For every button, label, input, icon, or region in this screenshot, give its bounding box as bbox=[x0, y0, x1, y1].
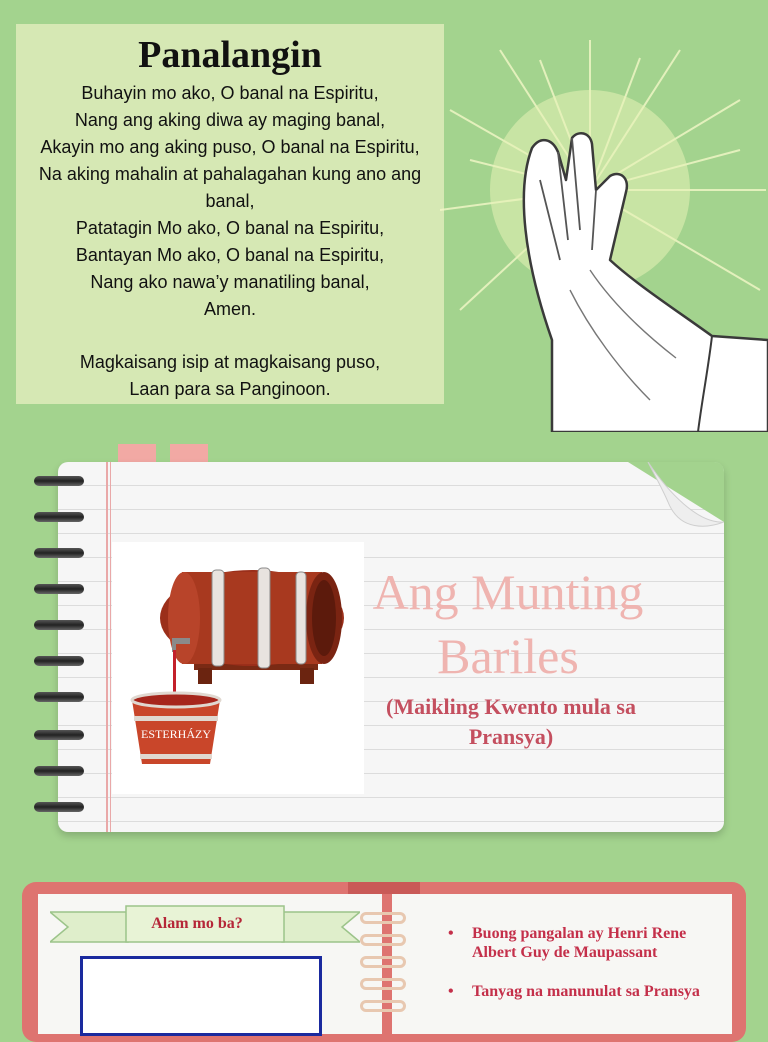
prayer-title: Panalangin bbox=[138, 34, 322, 76]
prayer-panel bbox=[16, 24, 444, 404]
spiral-ring bbox=[34, 656, 84, 666]
prayer-line: Bantayan Mo ako, O banal na Espiritu, bbox=[75, 245, 385, 265]
binding-ring bbox=[360, 956, 406, 968]
binding-ring bbox=[360, 912, 406, 924]
spiral-ring bbox=[34, 620, 84, 630]
praying-hands-icon bbox=[440, 40, 768, 432]
story-subtitle: (Maikling Kwento mula sa Pransya) bbox=[386, 694, 636, 749]
list-item bbox=[446, 982, 726, 1001]
spiral-ring bbox=[34, 730, 84, 740]
page-curl-icon bbox=[628, 462, 724, 538]
list-item bbox=[446, 924, 726, 962]
spiral-ring bbox=[34, 512, 84, 522]
bullet-icon: • bbox=[448, 925, 454, 942]
spiral-ring bbox=[34, 584, 84, 594]
prayer-line: Na aking mahalin at pahalagahan kung ano ang banal, bbox=[38, 164, 422, 211]
bullet-icon: • bbox=[448, 983, 454, 1000]
prayer-line: Akayin mo ang aking puso, O banal na Espiritu, bbox=[40, 137, 420, 157]
bucket-label: ESTERHÁZY bbox=[141, 727, 211, 741]
ribbon-label: Alam mo ba? bbox=[151, 915, 243, 932]
notebook-tab bbox=[170, 444, 208, 464]
spiral-ring bbox=[34, 802, 84, 812]
notebook-tab bbox=[118, 444, 156, 464]
spiral-ring bbox=[34, 476, 84, 486]
prayer-line: Nang ako nawa’y manatiling banal, bbox=[90, 272, 370, 292]
binding-ring bbox=[360, 1000, 406, 1012]
fact-text: Buong pangalan ay Henri Rene Albert Guy de Maupassant bbox=[472, 925, 687, 961]
spiral-ring bbox=[34, 692, 84, 702]
prayer-closing-line: Magkaisang isip at magkaisang puso, bbox=[79, 352, 381, 372]
prayer-text bbox=[16, 80, 444, 403]
prayer-line: Patatagin Mo ako, O banal na Espiritu, bbox=[75, 218, 385, 238]
prayer-line: Nang ang aking diwa ay maging banal, bbox=[74, 110, 386, 130]
book-spine-top bbox=[348, 882, 420, 894]
story-title: Ang Munting Bariles bbox=[372, 564, 644, 684]
spiral-ring bbox=[34, 548, 84, 558]
binding-ring bbox=[360, 978, 406, 990]
margin-line bbox=[110, 462, 111, 832]
prayer-closing-line: Laan para sa Panginoon. bbox=[129, 379, 331, 399]
prayer-gap bbox=[16, 323, 444, 349]
prayer-line: Buhayin mo ako, O banal na Espiritu, bbox=[81, 83, 379, 103]
facts-list bbox=[446, 924, 726, 1021]
spiral-ring bbox=[34, 766, 84, 776]
binding-ring bbox=[360, 934, 406, 946]
barrel-image bbox=[112, 542, 364, 794]
author-photo-frame bbox=[80, 956, 322, 1036]
prayer-line: Amen. bbox=[203, 299, 257, 319]
wine-barrel-icon bbox=[112, 542, 364, 794]
margin-line bbox=[106, 462, 108, 832]
fact-text: Tanyag na manunulat sa Pransya bbox=[472, 983, 700, 1000]
